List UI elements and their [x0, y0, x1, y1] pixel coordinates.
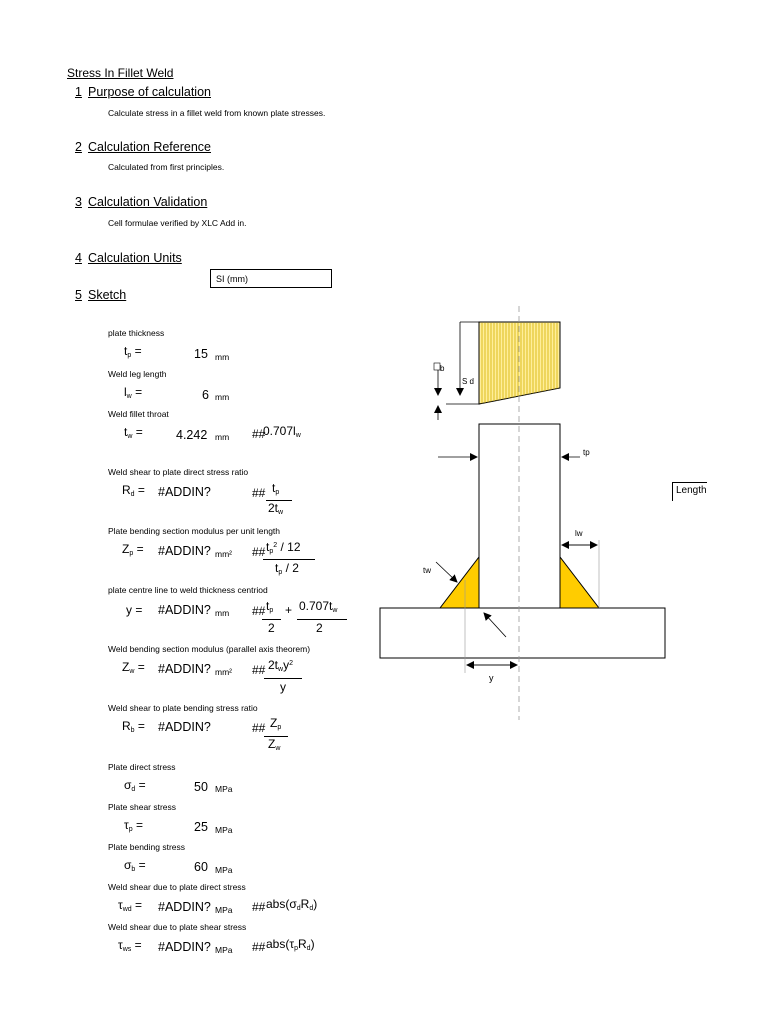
- units-field[interactable]: SI (mm): [210, 269, 332, 288]
- section-title: Calculation Units: [88, 251, 182, 265]
- plate: [479, 424, 560, 608]
- section-description: Calculated from first principles.: [108, 162, 225, 172]
- param-symbol: $Z_w$ =: [122, 660, 145, 675]
- param-label: Weld bending section modulus (parallel axis theorem): [108, 644, 311, 654]
- formula-denominator: $Z_w$: [268, 737, 281, 752]
- formula-numerator: $0.707t_w$: [299, 599, 338, 614]
- section-number: 5: [75, 288, 82, 302]
- param-label: Plate bending section modulus per unit length: [108, 526, 281, 536]
- param-value: #ADDIN?: [158, 900, 211, 914]
- formula-numerator: $2t_wy^2$: [268, 658, 293, 673]
- param-value[interactable]: 25: [194, 820, 208, 834]
- param-label: Weld fillet throat: [108, 409, 169, 419]
- formula-numerator: $Z_p$: [270, 716, 282, 731]
- param-value: #ADDIN?: [158, 662, 211, 676]
- param-label: plate centre line to weld thickness centriod: [108, 585, 268, 595]
- section-description: Calculate stress in a fillet weld from known plate stresses.: [108, 108, 326, 118]
- formula-denominator: y: [280, 680, 286, 694]
- section-number: 1: [75, 85, 82, 99]
- lw-label: lw: [575, 529, 583, 538]
- param-symbol: $t_p$ =: [124, 344, 142, 359]
- param-value[interactable]: 60: [194, 860, 208, 874]
- param-value[interactable]: 6: [202, 388, 209, 402]
- formula-overflow: ##: [252, 900, 266, 914]
- param-unit: MPa: [215, 905, 233, 915]
- param-unit: mm: [215, 608, 230, 618]
- param-value: #ADDIN?: [158, 544, 211, 558]
- param-unit: MPa: [215, 945, 233, 955]
- formula-overflow: ##: [252, 721, 266, 735]
- param-unit: MPa: [215, 825, 233, 835]
- formula-denominator: 2: [316, 621, 323, 635]
- formula-overflow: ##: [252, 940, 266, 954]
- param-label: Plate shear stress: [108, 802, 177, 812]
- formula: $abs(\sigma_dR_d)$: [266, 897, 318, 912]
- param-symbol: $t_w$ =: [124, 425, 143, 440]
- param-value: #ADDIN?: [158, 603, 211, 617]
- formula-numerator: $t_p$: [272, 481, 280, 496]
- param-unit: mm²: [215, 549, 232, 559]
- formula-overflow: ##: [252, 486, 266, 500]
- param-label: plate thickness: [108, 328, 165, 338]
- section-title: Sketch: [88, 288, 127, 302]
- formula: $abs(\tau_pR_d)$: [266, 937, 315, 952]
- param-label: Plate bending stress: [108, 842, 186, 852]
- formula-overflow: ##: [252, 427, 266, 441]
- param-unit: MPa: [215, 865, 233, 875]
- formula-overflow: ##: [252, 604, 266, 618]
- base-plate: [380, 608, 665, 658]
- section-title: Purpose of calculation: [88, 85, 211, 99]
- right-weld: [560, 557, 599, 608]
- param-unit: mm: [215, 352, 230, 362]
- param-value: #ADDIN?: [158, 940, 211, 954]
- param-symbol: $\tau_p$ =: [124, 818, 143, 833]
- sb-label: b: [440, 364, 445, 373]
- param-symbol: $\tau_{ws}$ =: [118, 938, 142, 953]
- param-label: Weld shear to plate bending stress ratio: [108, 703, 258, 713]
- tw-label: tw: [423, 566, 431, 575]
- formula-numerator: $t_p$: [266, 599, 274, 614]
- y-label: y: [489, 673, 494, 683]
- param-value: #ADDIN?: [158, 720, 211, 734]
- section-number: 4: [75, 251, 82, 265]
- section-title: Calculation Reference: [88, 140, 211, 154]
- left-weld: [440, 557, 479, 608]
- formula: $0.707l_w$: [263, 424, 301, 439]
- section-description: Cell formulae verified by XLC Add in.: [108, 218, 247, 228]
- param-symbol: $\tau_{wd}$ =: [118, 898, 143, 913]
- param-unit: mm: [215, 432, 230, 442]
- formula-denominator: $t_p / 2$: [275, 561, 299, 576]
- param-value[interactable]: 15: [194, 347, 208, 361]
- param-symbol: $\sigma_d$ =: [124, 778, 146, 793]
- formula-overflow: ##: [252, 545, 266, 559]
- section-number: 3: [75, 195, 82, 209]
- param-symbol: $Z_p$ =: [122, 542, 144, 557]
- param-label: Weld leg length: [108, 369, 167, 379]
- tw-arrow: [436, 562, 457, 582]
- param-symbol: $\sigma_b$ =: [124, 858, 146, 873]
- param-label: Weld shear due to plate shear stress: [108, 922, 247, 932]
- param-unit: MPa: [215, 784, 233, 794]
- formula-denominator: $2t_w$: [268, 501, 284, 516]
- param-symbol: y =: [126, 603, 143, 617]
- param-unit: mm²: [215, 667, 232, 677]
- param-label: Weld shear to plate direct stress ratio: [108, 467, 249, 477]
- sd-label: S d: [462, 377, 475, 386]
- param-symbol: $l_w$ =: [124, 385, 143, 400]
- formula-denominator: 2: [268, 621, 275, 635]
- section-title: Calculation Validation: [88, 195, 208, 209]
- param-value: #ADDIN?: [158, 485, 211, 499]
- param-symbol: $R_d$ =: [122, 483, 145, 498]
- section-number: 2: [75, 140, 82, 154]
- param-unit: mm: [215, 392, 230, 402]
- formula-overflow: ##: [252, 663, 266, 677]
- param-label: Weld shear due to plate direct stress: [108, 882, 246, 892]
- formula-operator: +: [285, 603, 293, 617]
- param-label: Plate direct stress: [108, 762, 176, 772]
- length-label: Length: [672, 482, 707, 501]
- param-symbol: $R_b$ =: [122, 719, 145, 734]
- formula-numerator: $t_p^2 / 12$: [266, 540, 301, 555]
- param-value: 4.242: [176, 428, 208, 442]
- page-title: Stress In Fillet Weld: [67, 66, 174, 80]
- param-value[interactable]: 50: [194, 780, 208, 794]
- tp-label: tp: [583, 448, 590, 457]
